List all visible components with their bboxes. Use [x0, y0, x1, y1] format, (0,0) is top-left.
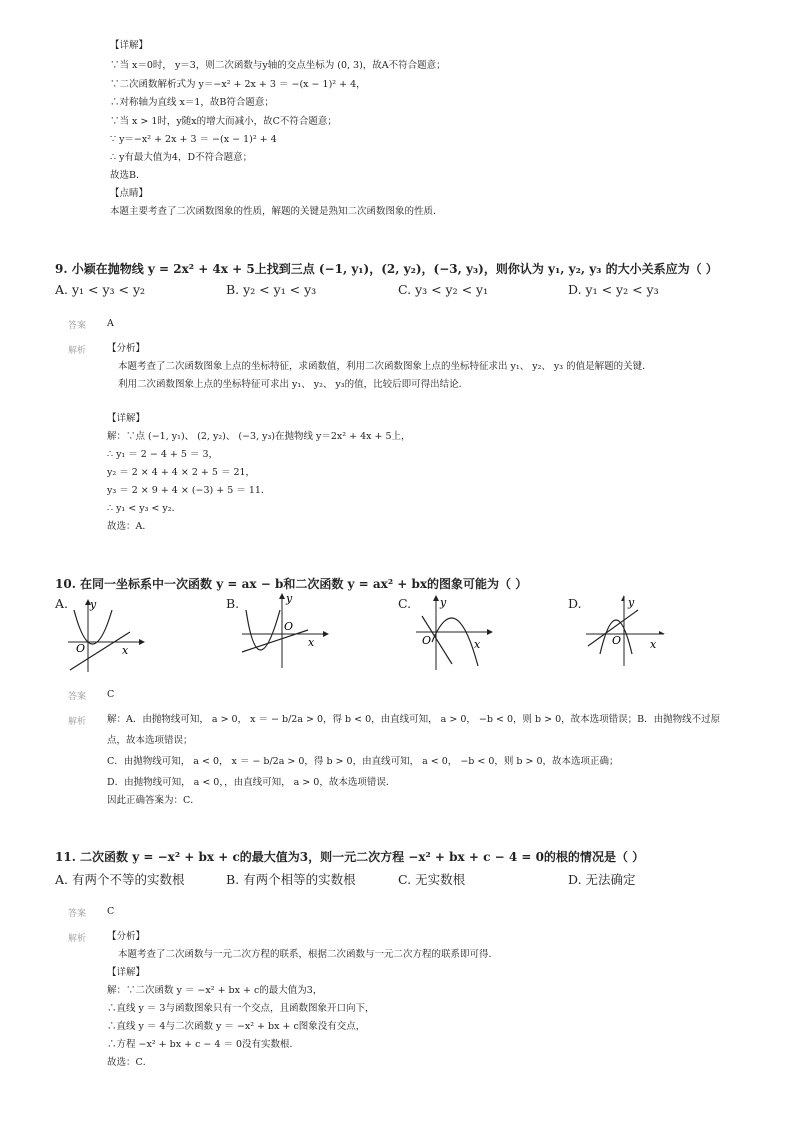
heading-detail: 【详解】: [110, 40, 149, 51]
analysis-label: 解析: [68, 717, 87, 727]
analysis-line: 本题考查了二次函数与一元二次方程的联系，根据二次函数与一元二次方程的联系即可得．: [118, 949, 499, 960]
question-stem: 10. 在同一坐标系中一次函数 y = ax − b和二次函数 y = ax² + bx的图象可能为（ ）: [55, 577, 528, 591]
analysis-line: y₃ ＝ 2 × 9 + 4 × (−3) + 5 ＝ 11．: [107, 485, 271, 496]
option-d-letter: D.: [568, 596, 582, 611]
solution-line: 故选B．: [110, 170, 146, 181]
parabola: [246, 610, 280, 650]
option-a: A. 有两个不等的实数根: [55, 872, 185, 887]
origin-label: O: [612, 634, 622, 647]
answer-label: 答案: [68, 692, 87, 702]
heading-comment: 【点睛】: [110, 188, 149, 199]
analysis-line: ∴ y₁ ＝ 2 − 4 + 5 ＝ 3，: [107, 449, 218, 460]
origin-label: O: [422, 634, 432, 647]
analysis-line: y₂ ＝ 2 × 4 + 4 × 2 + 5 ＝ 21，: [107, 467, 256, 478]
y-label: y: [90, 598, 97, 611]
option-c-letter: C.: [398, 596, 412, 611]
option-b: B. y₂ < y₁ < y₃: [226, 282, 317, 297]
question-stem: 11. 二次函数 y = −x² + bx + c的最大值为3，则一元二次方程 −x² + bx + c − 4 = 0的根的情况是（ ）: [55, 850, 645, 864]
answer-label: 答案: [68, 321, 87, 331]
analysis-line: 解：∵二次函数 y ＝ −x² + bx + c的最大值为3，: [107, 985, 323, 996]
heading-detail: 【详解】: [107, 967, 146, 978]
analysis-line: ∴方程 −x² + bx + c − 4 ＝ 0没有实数根．: [107, 1039, 300, 1050]
graph-d: [584, 592, 668, 672]
option-a: A. y₁ < y₃ < y₂: [55, 282, 146, 297]
option-d: D. 无法确定: [568, 872, 636, 887]
graph-b: [238, 590, 330, 670]
solution-line: ∵当 x > 1时，y随x的增大而减小，故C不符合题意；: [110, 116, 337, 127]
solution-line: ∵二次函数解析式为 y＝−x² + 2x + 3 ＝ −(x − 1)² + 4，: [110, 79, 366, 90]
graph-c: [414, 592, 494, 672]
analysis-line: 本题考查了二次函数图象上点的坐标特征，求函数值，利用二次函数图象上点的坐标特征求出 y₁、 y₂、 y₃ 的值是解题的关键．: [118, 361, 652, 372]
analysis-line: D．由抛物线可知， a < 0，，由直线可知， a > 0，故本选项错误．: [107, 777, 396, 788]
heading-analysis: 【分析】: [107, 931, 146, 942]
analysis-line: 点，故本选项错误；: [107, 735, 193, 746]
graph-a: [66, 596, 148, 674]
x-label: x: [122, 644, 129, 657]
analysis-line: ∴直线 y ＝ 4与二次函数 y ＝ −x² + bx + c图象没有交点，: [107, 1021, 366, 1032]
analysis-line: ∴ y₁ < y₃ < y₂．: [107, 503, 182, 514]
answer-value: C: [107, 906, 115, 917]
answer-value: C: [107, 689, 115, 700]
heading-detail: 【详解】: [107, 413, 146, 424]
line: [242, 630, 308, 652]
solution-line: 本题主要考查了二次函数图象的性质，解题的关键是熟知二次函数图象的性质．: [110, 206, 443, 217]
analysis-line: ∴直线 y ＝ 3与函数图象只有一个交点，且函数图象开口向下，: [107, 1003, 375, 1014]
x-label: x: [474, 638, 481, 651]
y-label: y: [628, 596, 635, 609]
origin-label: O: [76, 642, 86, 655]
analysis-line: 解：∵点 (−1, y₁)、 (2, y₂)、 (−3, y₃)在抛物线 y＝2x² + 4x + 5上，: [107, 431, 411, 442]
question-stem: 9. 小颖在抛物线 y = 2x² + 4x + 5上找到三点 (−1, y₁)，(2, y₂)，(−3, y₃)，则你认为 y₁, y₂, y₃ 的大小关系应为（ ）: [55, 262, 718, 276]
analysis-line: 解：A．由抛物线可知， a > 0， x ＝ − b/2a > 0，得 b < 0，由直线可知， a > 0， −b < 0，则 b > 0，故本选项错误；B．由抛物线不过原: [107, 714, 721, 725]
option-b: B. 有两个相等的实数根: [226, 872, 356, 887]
analysis-line: C．由抛物线可知， a < 0， x ＝ − b/2a > 0，得 b > 0，由直线可知， a < 0， −b < 0，则 b > 0，故本选项正确；: [107, 756, 619, 767]
x-label: x: [308, 636, 315, 649]
analysis-label: 解析: [68, 934, 87, 944]
analysis-label: 解析: [68, 346, 87, 356]
option-b-letter: B.: [226, 596, 240, 611]
analysis-line: 故选：A．: [107, 521, 152, 532]
analysis-line: 利用二次函数图象上点的坐标特征可求出 y₁、 y₂、 y₃的值，比较后即可得出结论．: [118, 379, 469, 390]
y-label: y: [286, 592, 293, 605]
y-label: y: [440, 596, 447, 609]
analysis-line: 故选：C．: [107, 1057, 153, 1068]
option-c: C. 无实数根: [398, 872, 466, 887]
x-label: x: [650, 638, 657, 651]
option-c: C. y₃ < y₂ < y₁: [398, 282, 489, 297]
option-a-letter: A.: [55, 596, 69, 611]
heading-analysis: 【分析】: [107, 343, 146, 354]
option-d: D. y₁ < y₂ < y₃: [568, 282, 659, 297]
solution-line: ∴对称轴为直线 x＝1，故B符合题意；: [110, 97, 274, 108]
solution-line: ∵ y＝−x² + 2x + 3 ＝ −(x − 1)² + 4: [110, 134, 277, 145]
parabola: [74, 610, 112, 644]
origin-label: O: [284, 620, 294, 633]
answer-value: A: [107, 318, 114, 329]
answer-label: 答案: [68, 909, 87, 919]
analysis-line: 因此正确答案为：C．: [107, 795, 200, 806]
solution-line: ∵当 x＝0时， y＝3，则二次函数与y轴的交点坐标为 (0, 3)，故A不符合题意；: [110, 60, 446, 71]
solution-line: ∴ y有最大值为4，D不符合题意；: [110, 152, 253, 163]
